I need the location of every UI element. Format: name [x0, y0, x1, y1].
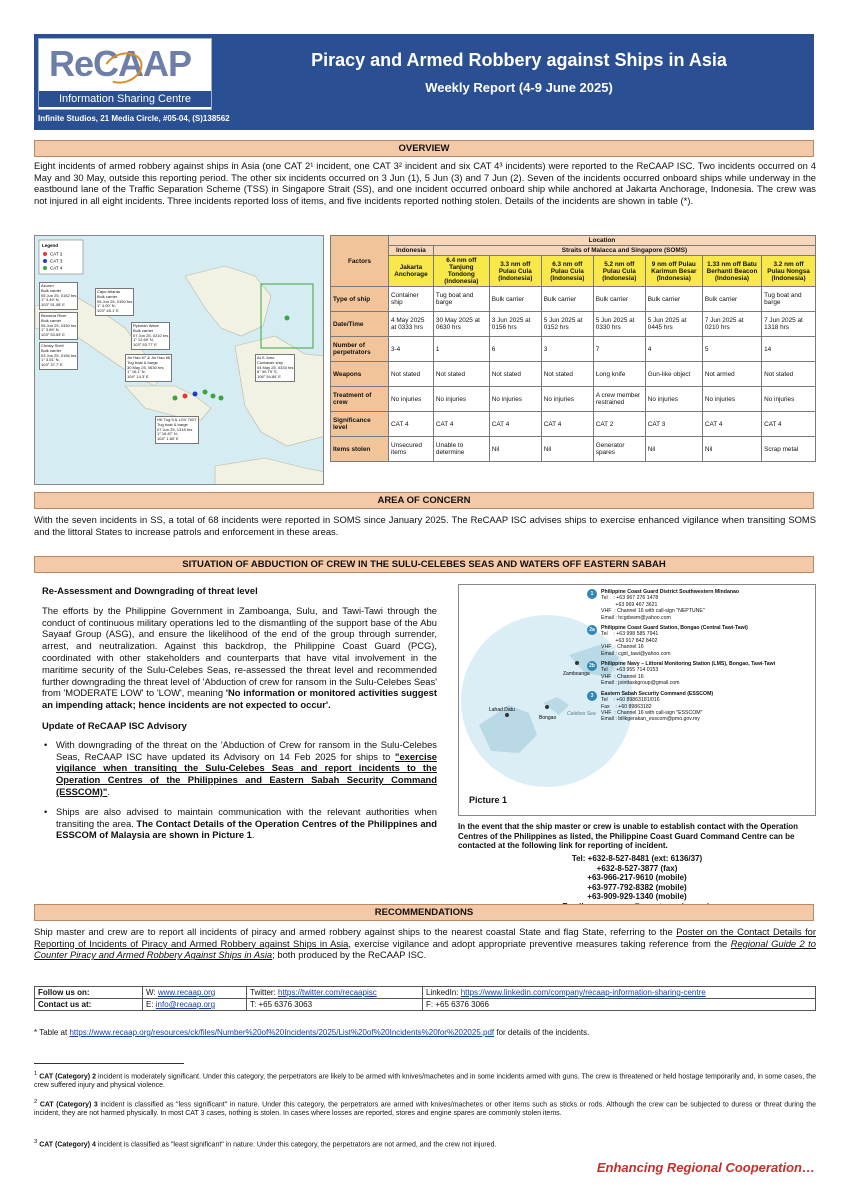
incident-map — [34, 235, 324, 485]
reassessment-text: The efforts by the Philippine Government in Zamboanga, Sulu, and Tawi-Tawi through the conduct of continuous military operations led to the dismantling of the support base of the Abu Sayaaf Group (ASG), and ensure the likelihood of the end of the group through surrender, arrest, and neutralization. Against this backdrop, the Philippine Coast Guard (PCG), coordinated with other stakeholders and counterparts that have vital involvement in the maritime security of the Sulu-Celebes Seas, re-assessed the threat level and recommended further downgrading the threat level of 'Abduction of crew for ransom in the Sulu-Celebes Seas' from 'MODERATE LOW' to 'LOW', meaning — [42, 604, 437, 699]
footnote-number: 2 — [34, 1099, 38, 1105]
cat4-marker — [219, 396, 224, 401]
table-cell: Nil — [541, 437, 593, 462]
table-cell: 1 — [433, 337, 489, 362]
abduction-heading: SITUATION OF ABDUCTION OF CREW IN THE SULU-CELEBES SEAS AND WATERS OFF EASTERN SABAH — [34, 556, 814, 573]
table-cell: CAT 4 — [489, 412, 541, 437]
table-cell: Bulk carrier — [645, 287, 702, 312]
table-cell: CAT 4 — [541, 412, 593, 437]
recaap-logo[interactable] — [38, 38, 212, 110]
table-cell: No injuries — [762, 387, 816, 412]
indonesia-header: Indonesia — [389, 246, 434, 256]
linkedin-link[interactable]: https://www.linkedin.com/company/recaap-information-sharing-centre — [460, 988, 706, 997]
footnote-divider — [34, 1063, 184, 1064]
footnote-text: incident is moderately significant. Under this category, the perpetrators are likely to be armed with knives/machetes and in some incidents armed with guns. The crew is threatened or held hostage temporarily and, in some cases, the crew suffered injury and physical violence. — [34, 1073, 816, 1089]
table-cell: 14 — [762, 337, 816, 362]
contact-title: Philippine Navy – Littoral Monitoring Station (LMS), Bongao, Tawi-Tawi — [601, 661, 776, 668]
table-cell: CAT 4 — [433, 412, 489, 437]
table-cell: CAT 3 — [645, 412, 702, 437]
contact-detail: VHF : Channel 16 with call-sign "ESSCOM" — [601, 709, 703, 716]
contact-detail: Tel : +63 955 714 0153 — [601, 667, 659, 674]
location-cell: 3.2 nm off Pulau Nongsa (Indonesia) — [762, 256, 816, 287]
map-incident-label: Jin Hao 67 & Jin Hao 68 Tug boat & barge 30 May 25, 0630 hrs 1° 16.1' N, 104° 14.3' E — [125, 354, 172, 382]
contact-block — [587, 661, 813, 687]
recommendations-text — [34, 926, 816, 961]
table-cell: 6 — [489, 337, 541, 362]
advisory-emphasis: "exercise vigilance when transiting the Sulu-Celebes Seas and report incidents to the Operation Centres of the Philippines and Eastern Sabah Security Command (ESSCOM)" — [56, 750, 437, 797]
table-cell: Bulk carrier — [593, 287, 645, 312]
contact-line: +63-909-929-1340 (mobile) — [587, 892, 687, 902]
table-cell: Gun-like object — [645, 362, 702, 387]
table-cell: Long knife — [593, 362, 645, 387]
table-cell: A crew member restrained — [593, 387, 645, 412]
cat4-marker — [285, 316, 290, 321]
table-cell: 5 Jun 2025 at 0330 hrs — [593, 312, 645, 337]
website-link[interactable]: www.recaap.org — [157, 988, 216, 997]
celebes-sea-label: Celebes Sea — [567, 711, 596, 717]
cat4-marker — [203, 390, 208, 395]
follow-table — [34, 986, 816, 1011]
twitter-prefix: Twitter: — [250, 988, 279, 997]
locations-row — [331, 256, 816, 287]
contact-detail: Tel : +63 967 276 1478 — [601, 595, 659, 602]
table-cell: 4 — [645, 337, 702, 362]
location-header: Location — [389, 236, 816, 246]
contact-detail: VHF : Channel 16 — [601, 644, 644, 651]
advisory-list — [42, 739, 437, 841]
cat4-marker — [211, 394, 216, 399]
cat4-marker — [173, 396, 178, 401]
footnote — [34, 1098, 816, 1119]
contact-title: Philippine Coast Guard Station, Bongao (Central Tawi-Tawi) — [601, 625, 748, 632]
contact-detail: Fax : +60 89863182 — [601, 703, 652, 710]
table-cell: 3-4 — [389, 337, 434, 362]
logo-text: ReCAAP — [49, 43, 192, 84]
location-cell: 5.2 nm off Pulau Cula (Indonesia) — [593, 256, 645, 287]
tagline: Enhancing Regional Cooperation… — [596, 1160, 815, 1175]
table-cell: No injuries — [541, 387, 593, 412]
picture-contacts — [587, 589, 813, 727]
footnote-term: CAT (Category) 4 — [39, 1141, 96, 1149]
contact-line: Tel: +632-8-527-8481 (ext: 6136/37) — [571, 854, 703, 863]
twitter-link[interactable]: https://twitter.com/recaapisc — [278, 988, 377, 997]
table-note — [34, 1027, 816, 1039]
table-cell: Not stated — [389, 362, 434, 387]
table-row — [331, 312, 816, 337]
table-cell: Nil — [702, 437, 761, 462]
table-cell: Scrap metal — [762, 437, 816, 462]
poster-link[interactable]: Poster on the Contact Details for Reporting of Incidents of Piracy and Armed Robbery against Ships in Asia — [34, 926, 817, 949]
contact-line: +63-966-217-9610 (mobile) — [587, 873, 687, 883]
table-cell: 4 May 2025 at 0333 hrs — [389, 312, 434, 337]
table-row — [331, 362, 816, 387]
table-cell: Container ship — [389, 287, 434, 312]
contact-line: +63-977-792-8382 (mobile) — [587, 882, 687, 892]
contact-lines — [458, 854, 816, 912]
location-cell: 6.4 nm off Tanjung Tondong (Indonesia) — [433, 256, 489, 287]
reassessment-bold: 'No information or monitored activities suggest an impending attack; hence incidents are not expected to occur'. — [42, 687, 437, 711]
table-cell: Not stated — [489, 362, 541, 387]
table-cell: Generator spares — [593, 437, 645, 462]
table-row — [331, 287, 816, 312]
advisory-end: . — [107, 785, 110, 797]
advisory-bullet — [42, 806, 437, 841]
legend-cat4: CAT 4 — [50, 265, 63, 271]
map-incident-label: ALS Juno Container ship 04 May 25, 0333 hrs 6° 00.79' S, 106° 54.84' E — [255, 354, 295, 382]
footnote-text: incident is classified as "least significant" in nature. Under this category, the perpetrators are not armed, and the crew not injured. — [95, 1141, 497, 1149]
page-title: Piracy and Armed Robbery against Ships in Asia — [311, 50, 727, 70]
contact-line: +632-8-527-3877 (fax) — [596, 863, 678, 873]
abduction-body — [42, 585, 437, 849]
table-row — [331, 337, 816, 362]
overview-heading: OVERVIEW — [34, 140, 814, 157]
regional-guide-link[interactable]: Regional Guide 2 to Counter Piracy and Armed Robbery Against Ships in Asia — [34, 937, 816, 961]
row-label: Items stolen — [331, 437, 389, 462]
overview-text: Eight incidents of armed robbery against ships in Asia (one CAT 2¹ incident, one CAT 3² incident and six CAT 4³ incidents) were reported to the ReCAAP ISC. Two incidents occurred on 4 May and 30 May, outside this reporting period. The other six incidents occurred on 3 Jun (1), 5 Jun (3) and 7 Jun (2). Seven of the incidents occurred onboard ships while underway in the eastbound lane of the Traffic Separation Scheme (TSS) in Singapore Strait (SS), and one incident occurred onboard ship while anchored at Jakarta Anchorage, Indonesia. The crew was not injured in all eight incidents. Three incidents reported loss of items, and five incidents reported nothing stolen. Details of the incidents are shown in table (*). — [34, 160, 816, 206]
table-cell: 7 Jun 2025 at 1318 hrs — [762, 312, 816, 337]
rec-text: , exercise vigilance and adopt appropriate preventive measures taking reference from the — [348, 937, 731, 949]
footnote — [34, 1138, 816, 1150]
table-cell: Tug boat and barge — [762, 287, 816, 312]
table-cell: Not stated — [762, 362, 816, 387]
row-label: Type of ship — [331, 287, 389, 312]
table-cell: No injuries — [389, 387, 434, 412]
zamboanga-label: Zamboanga — [563, 671, 590, 677]
footnote-number: 1 — [34, 1071, 38, 1077]
web-prefix: W: — [146, 988, 158, 997]
footnote-text: incident is classified as "less significant" in nature. Under this category, the perpetrators are armed with knives/machetes or other items such as sticks or rods. Although the crew can be subjected to duress or threat during the incident, they are not harmed physically. In most CAT 3 cases, nothing is stolen. In cases where losses are reported, stores and engine spares are commonly stolen items. — [34, 1101, 817, 1117]
row-label: Date/Time — [331, 312, 389, 337]
table-cell: No injuries — [645, 387, 702, 412]
legend-cat3: CAT 3 — [50, 258, 63, 264]
contact-note: In the event that the ship master or crew is unable to establish contact with the Operation Centres of the Philippines as listed, the Philippine Coast Guard Command Centre can be contacted at the following link for reporting of incident. — [458, 822, 799, 851]
cat3-marker — [193, 392, 198, 397]
rec-text: ; both produced by the ReCAAP ISC. — [272, 949, 427, 961]
contact-detail: Tel : +63 998 585 7941 — [601, 631, 659, 638]
footnote — [34, 1070, 816, 1091]
contact-block — [587, 625, 813, 657]
contact-detail: +63 969 467 3621 — [601, 601, 658, 608]
map-incident-label: Azuren Bulk carrier 05 Jun 25, 0152 hrs 1° 3.49' N, 103° 51.08' E — [39, 282, 78, 310]
advisory-subheading: Update of ReCAAP ISC Advisory — [42, 719, 187, 731]
legend-cat4-dot — [43, 266, 47, 270]
location-cell: Jakarta Anchorage — [389, 256, 434, 287]
table-cell: 3 — [541, 337, 593, 362]
row-label: Significance level — [331, 412, 389, 437]
table-cell: Unable to determine — [433, 437, 489, 462]
table-row — [331, 387, 816, 412]
map-incident-label: Christy Shell Bulk carrier 03 Jun 25, 0156 hrs 1° 3.51' N, 103° 37.7' E — [39, 342, 78, 370]
table-cell: Nil — [489, 437, 541, 462]
incident-list-link[interactable]: https://www.recaap.org/resources/ck/files/Number%20of%20Incidents/2025/List%20of%20Incidents%20for%202025.pdf — [69, 1028, 495, 1037]
lahad-datu-dot — [505, 713, 509, 717]
tel-cell: T: +65 6376 3063 — [247, 999, 423, 1011]
picture-1 — [458, 584, 816, 816]
table-cell: 5 — [702, 337, 761, 362]
contact-detail: Email : cgst_tawi@yahoo.com — [601, 650, 671, 657]
web-cell — [143, 987, 247, 999]
footnote-term: CAT (Category) 2 — [39, 1073, 97, 1081]
table-cell: Bulk carrier — [489, 287, 541, 312]
contact-number-badge: 3 — [587, 691, 597, 701]
table-note-post: for details of the incidents. — [494, 1028, 590, 1037]
row-label: Treatment of crew — [331, 387, 389, 412]
recommendations-heading: RECOMMENDATIONS — [34, 904, 814, 921]
contact-number-badge: 1 — [587, 589, 597, 599]
table-cell: 5 Jun 2025 at 0152 hrs — [541, 312, 593, 337]
location-cell: 6.3 nm off Pulau Cula (Indonesia) — [541, 256, 593, 287]
advisory-text: With downgrading of the threat on the 'Abduction of Crew for ransom in the Sulu-Celebes Seas, ReCAAP ISC have updated its Advisory on 14 Feb 2025 for ships to — [56, 738, 437, 762]
bongao-label: Bongao — [539, 715, 557, 721]
picture-caption: Picture 1 — [469, 795, 508, 805]
table-cell: CAT 4 — [762, 412, 816, 437]
contact-label: Contact us at: — [35, 999, 143, 1011]
table-row — [331, 412, 816, 437]
email-cell — [143, 999, 247, 1011]
contact-detail: Email : jointtaskgroup@gmail.com — [601, 680, 680, 687]
table-cell: 3 Jun 2025 at 0156 hrs — [489, 312, 541, 337]
table-cell: No injuries — [433, 387, 489, 412]
contact-title: Eastern Sabah Security Command (ESSCOM) — [601, 690, 714, 697]
advisory-bullet — [42, 739, 437, 798]
reassessment-paragraph — [42, 605, 437, 711]
page-subtitle: Weekly Report (4-9 June 2025) — [425, 80, 613, 95]
table-cell: Unsecured items — [389, 437, 434, 462]
reassessment-subheading: Re-Assessment and Downgrading of threat level — [42, 585, 258, 596]
factors-header: Factors — [331, 236, 389, 287]
table-cell: CAT 4 — [389, 412, 434, 437]
table-cell: Not armed — [702, 362, 761, 387]
email-prefix: E: — [146, 1000, 156, 1009]
logo-subtitle: Information Sharing Centre — [39, 91, 211, 107]
bongao-dot — [545, 705, 549, 709]
table-cell: Bulk carrier — [702, 287, 761, 312]
map-incident-label: Rykman Wave Bulk carrier 07 Jun 25, 0210 hrs 1° 12.69' N, 103° 53.77' E — [131, 322, 170, 350]
table-row — [331, 437, 816, 462]
table-cell: No injuries — [489, 387, 541, 412]
row-label: Number of perpetrators — [331, 337, 389, 362]
table-cell: 5 Jun 2025 at 0445 hrs — [645, 312, 702, 337]
location-cell: 9 nm off Pulau Karimun Besar (Indonesia) — [645, 256, 702, 287]
concern-text: With the seven incidents in SS, a total of 68 incidents were reported in SOMS since January 2025. The ReCAAP ISC advises ships to exercise enhanced vigilance when transiting SOMS and the littoral States to increase patrols and enforcement in these areas. — [34, 514, 816, 537]
footnote-term: CAT (Category) 3 — [39, 1101, 98, 1109]
twitter-cell — [247, 987, 423, 999]
map-incident-label: Cape Atlanta Bulk carrier 05 Jun 25, 0150 hrs 1° 4.00' N, 103° 45.1' E — [95, 288, 134, 316]
row-label: Weapons — [331, 362, 389, 387]
legend-title: Legend — [42, 243, 59, 248]
email-link[interactable]: info@recaap.org — [155, 1000, 216, 1009]
contact-detail: VHF : Channel 16 — [601, 673, 644, 680]
report-header — [34, 34, 814, 130]
contact-detail: VHF : Channel 16 with call-sign "NEPTUNE" — [601, 608, 705, 615]
table-cell: 7 Jun 2025 at 0210 hrs — [702, 312, 761, 337]
rec-text: Ship master and crew are to report all incidents of piracy and armed robbery against ships to the nearest coastal State and flag State, referring to the — [34, 926, 677, 937]
incident-table — [330, 235, 816, 462]
table-cell: Bulk carrier — [541, 287, 593, 312]
advisory-end: . — [251, 829, 255, 841]
lahad-datu-label: Lahad Datu — [489, 707, 515, 713]
cat2-marker — [183, 394, 188, 399]
concern-heading: AREA OF CONCERN — [34, 492, 814, 509]
table-cell: Not stated — [433, 362, 489, 387]
location-cell: 1.33 nm off Batu Berhanti Beacon (Indonesia) — [702, 256, 761, 287]
legend-cat3-dot — [43, 259, 47, 263]
legend-cat2-dot — [43, 252, 47, 256]
fax-cell: F: +65 6376 3066 — [423, 999, 816, 1011]
contact-block — [587, 589, 813, 621]
table-cell: Tug boat and barge — [433, 287, 489, 312]
zamboanga-dot — [575, 661, 579, 665]
map-incident-label: Bendera River Bulk carrier 05 Jun 25, 0330 hrs 1° 3.89' N, 103° 53.53' E — [39, 312, 78, 340]
table-cell: Nil — [645, 437, 702, 462]
contact-detail: Email : hcgdswm@yahoo.com — [601, 614, 671, 621]
soms-header: Straits of Malacca and Singapore (SOMS) — [433, 246, 815, 256]
table-cell: Not stated — [541, 362, 593, 387]
footnote-number: 3 — [34, 1139, 38, 1145]
map-incident-label: HK Tug 5 & LGV 7007 Tug boat & barge 07 Jun 25, 1318 hrs 1° 16.87' N, 104° 1.80' E — [155, 416, 199, 444]
contact-title: Philippine Coast Guard District Southwestern Mindanao — [601, 589, 740, 595]
table-cell: CAT 4 — [702, 412, 761, 437]
location-cell: 3.3 nm off Pulau Cula (Indonesia) — [489, 256, 541, 287]
contact-detail: Email : bilikgerakan_esscom@pmo.gov.my — [601, 716, 700, 723]
table-cell: 30 May 2025 at 0630 hrs — [433, 312, 489, 337]
contact-number-badge: 2b — [587, 661, 597, 671]
contact-number-badge: 2a — [587, 625, 597, 635]
advisory-text: Ships are also advised to maintain communication with the relevant authorities when transiting the area. — [56, 805, 437, 829]
contact-block — [587, 691, 813, 723]
contact-detail: +63 917 842 8402 — [601, 637, 658, 644]
table-cell: No injuries — [702, 387, 761, 412]
contact-detail: Tel : +60 89863181/016 — [601, 697, 660, 704]
table-cell: 7 — [593, 337, 645, 362]
address: Infinite Studios, 21 Media Circle, #05-04, (S)138562 — [38, 114, 230, 123]
legend-cat2: CAT 2 — [50, 251, 63, 257]
incident-table-body — [331, 287, 816, 462]
linkedin-cell — [423, 987, 816, 999]
advisory-emphasis: The Contact Details of the Operation Centres of the Philippines and ESSCOM of Malaysia are shown in Picture 1 — [56, 817, 437, 841]
follow-label: Follow us on: — [35, 987, 143, 999]
linkedin-prefix: LinkedIn: — [426, 988, 461, 997]
table-cell: CAT 2 — [593, 412, 645, 437]
table-note-pre: * Table at — [34, 1028, 70, 1037]
